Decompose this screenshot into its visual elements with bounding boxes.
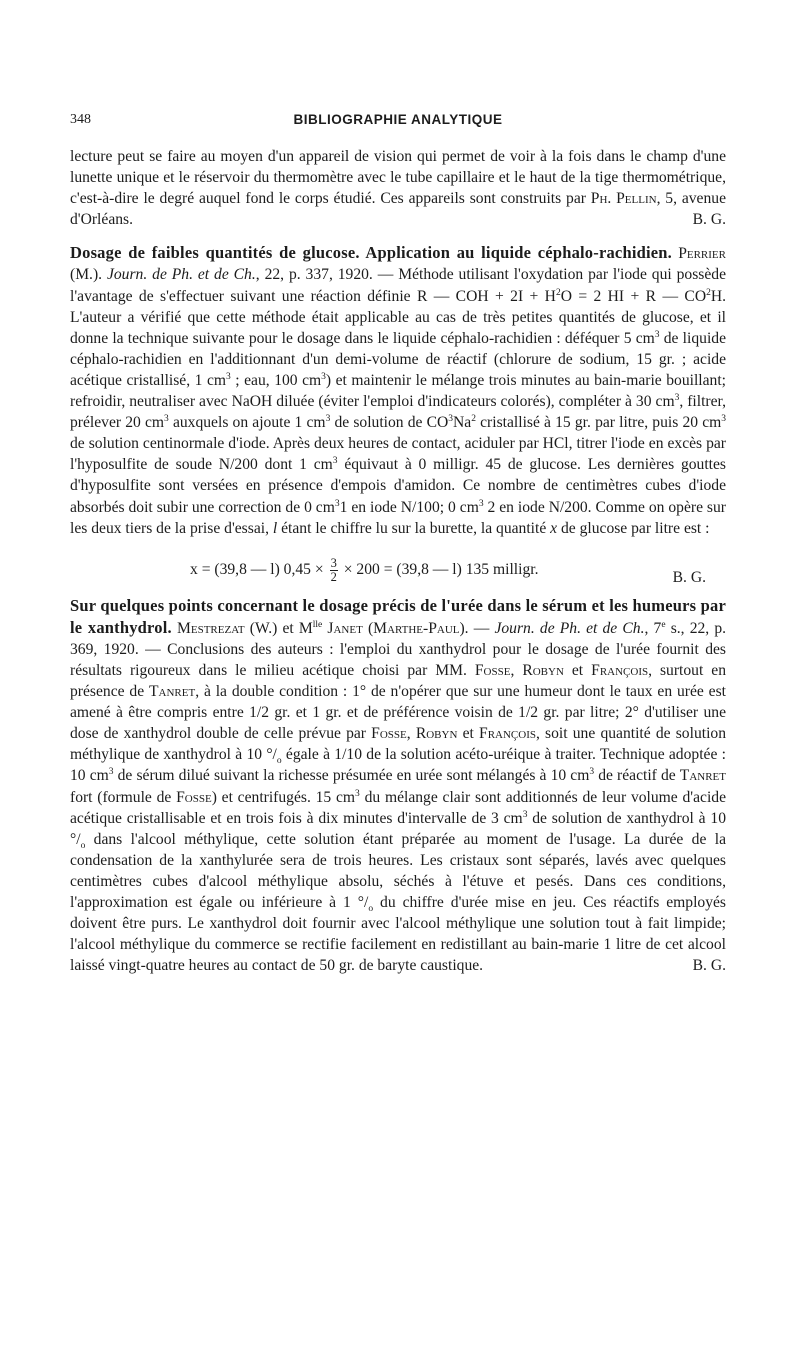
article-author: Perrier (M.). (70, 245, 726, 284)
running-title: BIBLIOGRAPHIE ANALYTIQUE (293, 112, 503, 127)
article-title: Sur quelques points concernant le dosage précis de l'urée dans le sérum et les humeurs par le xanthydrol. (70, 595, 726, 637)
article-author-2: Janet (Marthe-Paul). (322, 619, 469, 637)
article-title: Dosage de faibles quantités de glucose. Application au liquide céphalo-rachidien. (70, 243, 672, 263)
continued-paragraph: lecture peut se faire au moyen d'un appareil de vision qui permet de voir à la fois dans le champ d'une lunette unique et le réservoir du thermomètre avec le tube capillaire et le haut de la tige thermométrique, c'est-à-dire le degré auquel fond le corps étudié. Ces appareils sont construits par Ph. Pellin, 5, avenue d'Orléans. B. G. (70, 146, 726, 230)
fraction: $\frac{3}{2}$ (330, 555, 337, 584)
formula-right: × 200 = (39,8 — l) 135 milligr. (343, 560, 539, 578)
maker-name: Ph. Pellin (590, 190, 657, 208)
signature: B. G. (692, 211, 726, 229)
page (70, 112, 726, 976)
signature: B. G. (672, 568, 706, 586)
signature: B. G. (692, 957, 726, 975)
formula-left: x = (39,8 — l) 0,45 × (190, 560, 324, 578)
article-glucose: Dosage de faibles quantités de glucose. Application au liquide céphalo-rachidien. Perrier (M.). Journ. de Ph. et de Ch., 22, p. 337, 1920. — Méthode utilisant l'oxydation par l'iode qui possède l'avantage de s'effectuer suivant une réaction définie R — COH + $2I + H^2O = 2$ HI + R — $CO^2H$. L'auteur a vérifié que cette méthode était applicable au cas de très petites quantités de glucose, et il donne la technique suivante pour le dosage dans le liquide céphalo-rachidien : déféquer 5 $cm^3$ de liquide céphalo-rachidien en l'additionnant d'un demi-volume de réactif (chlorure de sodium, 15 gr. ; acide acétique cristallisé, 1 $cm^3$ ; eau, 100 $cm^3$) et maintenir le mélange trois minutes au bain-marie bouillant; refroidir, neutraliser avec NaOH diluée (éviter l'emploi d'indicateurs colorés), compléter à 30 $cm^3$, filtrer, prélever 20 $cm^3$ auxquels on ajoute 1 $cm^3$ de solution de $CO^3Na^2$ cristallisé à 15 gr. par litre, puis 20 $cm^3$ de solution centinormale d'iode. Après deux heures de contact, aciduler par HCl, titrer l'iode en excès par l'hyposulfite de soude N/200 dont 1 $cm^3$ équivaut à 0 milligr. 45 de glucose. Les dernières gouttes d'hyposulfite sont versées en présence d'empois d'amidon. Ce nombre de centimètres cubes d'iode absorbés doit subir une correction de 0 $cm^31$ en iode N/100; 0 $cm^3$ 2 en iode N/200. Comme on opère sur les deux tiers de la prise d'essai, l étant le chiffre lu sur la burette, la quantité x de glucose par litre est : (70, 243, 727, 537)
page-header (70, 112, 726, 142)
glucose-formula (70, 539, 726, 595)
page-number: 348 (70, 112, 91, 127)
article-uree: Sur quelques points concernant le dosage précis de l'urée dans le sérum et les humeurs par le xanthydrol. Mestrezat (W.) et $M^{lle}$ Janet (Marthe-Paul). — Journ. de Ph. et de Ch., 7e s., 22, p. 369, 1920. — Conclusions des auteurs : l'emploi du xanthydrol pour le dosage de l'urée fournit des résultats rigoureux dans le milieu acétique choisi par MM. Fosse, Robyn et François, surtout en présence de Tanret, à la double condition : 1° de n'opérer que sur une humeur dont le taux en urée est amené à être compris entre 1/2 gr. et 1 gr. et de préférence voisin de 1/2 gr. par litre; 2° d'utiliser une dose de xanthydrol double de celle prévue par Fosse, Robyn et François, soit une quantité de solution méthylique de xanthydrol à 10 $^\circ/_o$ égale à 1/10 de la solution acéto-uréique à traiter. Technique adoptée : 10 $cm^3$ de sérum dilué suivant la richesse présumée en urée sont mélangés à 10 $cm^3$ de réactif de Tanret fort (formule de Fosse) et centrifugés. 15 $cm^3$ du mélange clair sont additionnés de leur volume d'acide acétique cristallisable et en trois fois à dix minutes d'intervalle de 3 $cm^3$ de solution de xanthydrol à 10 $^\circ/_o$ dans l'alcool méthylique, cette solution étant préparée au moment de l'usage. La durée de la condensation de la xanthylurée sera de trois heures. Les cristaux sont séparés, lavés avec quelques centimètres cubes d'alcool méthylique absolu, séchés à l'étuve et pesés. Dans ces conditions, l'approximation est égale ou inférieure à 1 $^\circ/_o$ du chiffre d'urée mise en jeu. Ces réactifs employés doivent être purs. Le xanthydrol doit fournir avec l'alcool méthylique une solution tout à fait limpide; l'alcool méthylique du commerce se rectifie facilement en redistillant au bain-marie 1 litre de cet alcool laissé vingt-quatre heures au contact de 50 gr. de baryte caustique. B. G. (70, 595, 726, 977)
journal-name: Journ. de Ph. et de Ch. (494, 619, 645, 637)
journal-name: Journ. de Ph. et de Ch. (106, 266, 256, 284)
article-author: Mestrezat (W.) (177, 619, 278, 637)
